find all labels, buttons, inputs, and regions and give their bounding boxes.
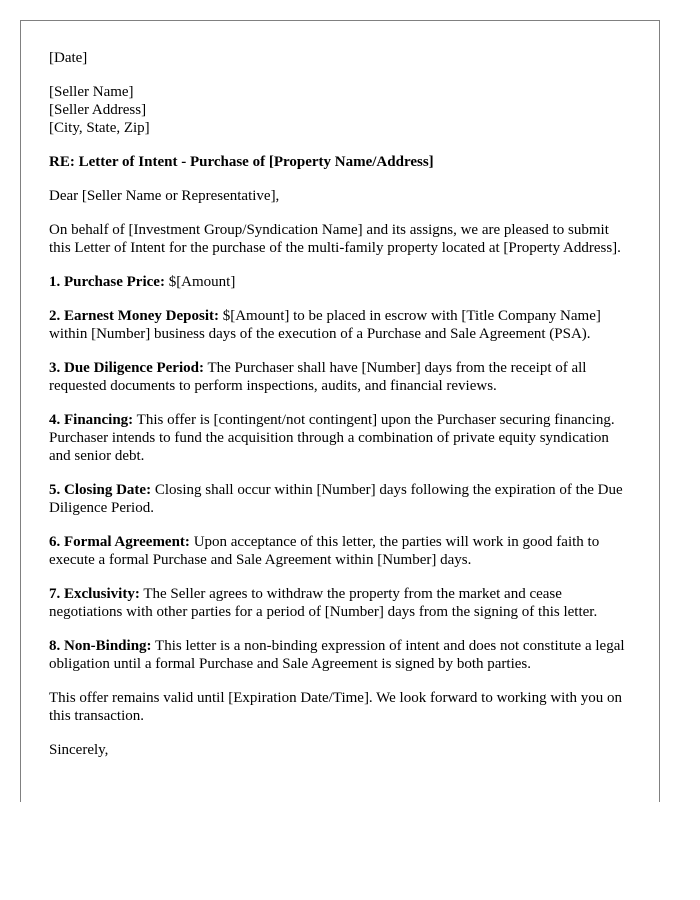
term-text: $[Amount] bbox=[168, 274, 236, 290]
letter-page bbox=[20, 20, 660, 802]
term-label: 6. Formal Agreement: bbox=[49, 534, 190, 550]
term-label: 2. Earnest Money Deposit: bbox=[49, 308, 219, 324]
seller-name: [Seller Name] bbox=[49, 84, 134, 100]
term-label: 5. Closing Date: bbox=[49, 482, 152, 498]
seller-address: [Seller Address] bbox=[49, 102, 147, 118]
term-text: The Seller agrees to withdraw the property from the market and cease negotiations with other parties for a period of [Number] days from the signing of this letter. bbox=[49, 586, 598, 620]
term-text: Closing shall occur within [Number] days following the expiration of the Due Diligence Period. bbox=[49, 482, 623, 516]
seller-city: [City, State, Zip] bbox=[49, 120, 150, 136]
intro-paragraph: On behalf of [Investment Group/Syndication Name] and its assigns, we are pleased to submit this Letter of Intent for the purchase of the multi-family property located at [Property Address]. bbox=[49, 222, 621, 256]
salutation: Dear [Seller Name or Representative], bbox=[49, 188, 280, 204]
term-formal-agreement bbox=[49, 533, 633, 569]
letter-body bbox=[49, 49, 633, 775]
term-label: 8. Non-Binding: bbox=[49, 638, 152, 654]
date-text: [Date] bbox=[49, 50, 88, 66]
term-non-binding bbox=[49, 637, 633, 673]
term-earnest-money bbox=[49, 307, 633, 343]
date-line bbox=[49, 49, 633, 67]
signoff: Sincerely, bbox=[49, 742, 109, 758]
term-label: 4. Financing: bbox=[49, 412, 134, 428]
term-financing bbox=[49, 411, 633, 465]
term-label: 1. Purchase Price: bbox=[49, 274, 165, 290]
term-text: This offer is [contingent/not contingent] upon the Purchaser securing financing. Purchaser intends to fund the acquisition through a combination of private equity syndication and senior debt. bbox=[49, 412, 615, 464]
term-label: 7. Exclusivity: bbox=[49, 586, 140, 602]
term-text: Upon acceptance of this letter, the parties will work in good faith to execute a formal Purchase and Sale Agreement within [Number] days. bbox=[49, 534, 600, 568]
closing-paragraph: This offer remains valid until [Expiration Date/Time]. We look forward to working with you on this transaction. bbox=[49, 690, 623, 724]
term-label: 3. Due Diligence Period: bbox=[49, 360, 204, 376]
term-due-diligence bbox=[49, 359, 633, 395]
term-closing-date bbox=[49, 481, 633, 517]
term-text: $[Amount] to be placed in escrow with [Title Company Name] within [Number] business days of the execution of a Purchase and Sale Agreement (PSA). bbox=[49, 308, 601, 342]
term-purchase-price bbox=[49, 273, 633, 291]
seller-address-block bbox=[49, 83, 633, 137]
subject-line: RE: Letter of Intent - Purchase of [Property Name/Address] bbox=[49, 154, 434, 170]
term-text: The Purchaser shall have [Number] days from the receipt of all requested documents to perform inspections, audits, and financial reviews. bbox=[49, 360, 587, 394]
term-text: This letter is a non-binding expression of intent and does not constitute a legal obligation until a formal Purchase and Sale Agreement is signed by both parties. bbox=[49, 638, 625, 672]
term-exclusivity bbox=[49, 585, 633, 621]
